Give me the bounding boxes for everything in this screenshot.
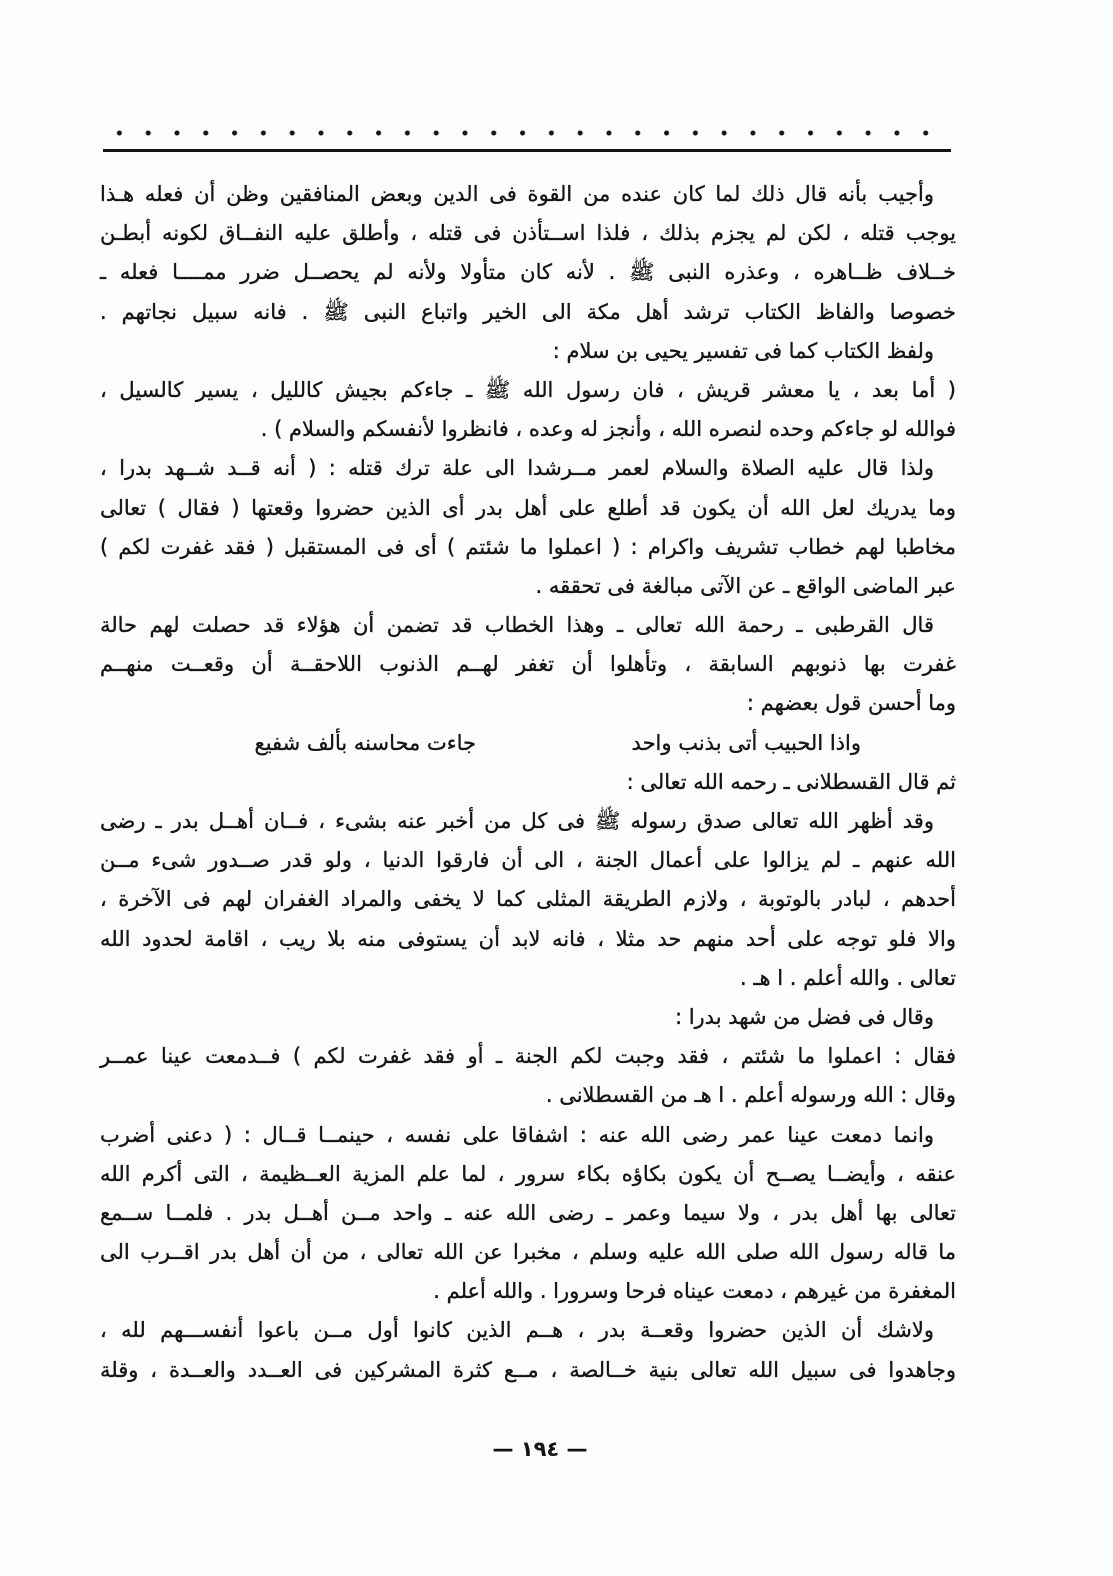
text-line: يوجب قتله ، لكن لم يجزم بذلك ، فلذا اســتأذن فى قتله ، وأطلق عليه النفــاق لكونه أبطـن bbox=[100, 221, 956, 246]
text-line: مخاطبا لهم خطاب تشريف واكرام : ( اعملوا ما شئتم ) أى فى المستقبل ( فقد غفرت لكم ) bbox=[100, 534, 956, 559]
text-line: عبر الماضى الواقع ـ عن الآتى مبالغة فى تحققه . bbox=[535, 573, 956, 598]
text-line: الله عنهم ـ لم يزالوا على أعمال الجنة ، الى أن فارقوا الدنيا ، ولو قدر صــدور شىء مــن bbox=[100, 848, 956, 873]
header-dots-ornament bbox=[105, 130, 950, 136]
header-rule bbox=[103, 149, 951, 152]
text-line: وقال فى فضل من شهد بدرا : bbox=[674, 1004, 934, 1029]
text-line: أحدهم ، لبادر بالوتوبة ، ولازم الطريقة المثلى كما لا يخفى والمراد الغفران لهم فى الآخرة ، bbox=[100, 887, 956, 912]
text-line: وقال : الله ورسوله أعلم . ا هـ من القسطلانى . bbox=[545, 1083, 956, 1108]
text-line: ثم قال القسطلانى ـ رحمه الله تعالى : bbox=[626, 769, 956, 794]
text-line: تعالى . والله أعلم . ا هـ . bbox=[740, 965, 956, 990]
text-line: عنقه ، وأيضــا يصــح أن يكون بكاؤه بكاء سرور ، لما علم المزية العــظيمة ، التى أكرم الله bbox=[100, 1161, 956, 1186]
text-line: خــلاف ظــاهره ، وعذره النبى ﷺ . لأنه كان متأولا ولأنه لم يحصــل ضرر ممــــا فعله ـ bbox=[100, 260, 956, 285]
page-number: — ١٩٤ — bbox=[492, 1437, 588, 1461]
text-line: وانما دمعت عينا عمر رضى الله عنه : اشفاقا على نفسه ، حينمــا قــال : ( دعنى أضرب bbox=[100, 1122, 934, 1147]
text-line: فوالله لو جاءكم وحده لنصره الله ، وأنجز له وعده ، فانظروا لأنفسكم والسلام ) . bbox=[260, 417, 956, 442]
text-line: ولفظ الكتاب كما فى تفسير يحيى بن سلام : bbox=[552, 338, 934, 363]
text-line: قال القرطبى ـ رحمة الله تعالى ـ وهذا الخطاب قد تضمن أن هؤلاء قد حصلت لهم حالة bbox=[100, 613, 934, 638]
text-line: ولاشك أن الذين حضروا وقعــة بدر ، هــم الذين كانوا أول مــن باعوا أنفســـهم لله ، bbox=[100, 1318, 934, 1343]
text-line: غفرت بها ذنوبهم السابقة ، وتأهلوا أن تغفر لهــم الذنوب اللاحقــة أن وقعــت منهــم bbox=[100, 652, 956, 677]
text-line: وما أحسن قول بعضهم : bbox=[746, 691, 956, 716]
page-body-text bbox=[100, 175, 956, 1390]
poem-first-hemistich: واذا الحبيب أتى بذنب واحد bbox=[631, 730, 861, 755]
text-line: ( أما بعد ، يا معشر قريش ، فان رسول الله ﷺ ـ جاءكم بجيش كالليل ، يسير كالسيل ، bbox=[100, 377, 956, 402]
text-line: والا فلو توجه على أحد منهم حد مثلا ، فانه لابد أن يستوفى منه بلا ريب ، اقامة لحدود الله bbox=[100, 926, 956, 951]
text-line: وما يدريك لعل الله أن يكون قد أطلع على أهل بدر أى الذين حضروا وقعتها ( فقال ) تعالى bbox=[100, 495, 956, 520]
text-line: وجاهدوا فى سبيل الله تعالى بنية خــالصة ، مــع كثرة المشركين فى العــدد والعــدة ، وقلة bbox=[100, 1357, 956, 1382]
text-line: خصوصا والفاظ الكتاب ترشد أهل مكة الى الخير واتباع النبى ﷺ . فانه سبيل نجاتهم . bbox=[100, 299, 956, 324]
poem-verse bbox=[100, 724, 956, 763]
text-line: فقال : اعملوا ما شئتم ، فقد وجبت لكم الجنة ـ أو فقد غفرت لكم ) فــدمعت عينا عمــر bbox=[100, 1044, 956, 1069]
poem-second-hemistich: جاءت محاسنه بألف شفيع bbox=[254, 730, 476, 755]
text-line: وأجيب بأنه قال ذلك لما كان عنده من القوة فى الدين وبعض المنافقين وظن أن فعله هـذا bbox=[100, 182, 934, 206]
text-line: المغفرة من غيرهم ، دمعت عيناه فرحا وسرورا . والله أعلم . bbox=[433, 1279, 956, 1304]
text-line: وقد أظهر الله تعالى صدق رسوله ﷺ فى كل من أخبر عنه بشىء ، فــان أهــل بدر ـ رضى bbox=[100, 809, 934, 833]
text-line: ولذا قال عليه الصلاة والسلام لعمر مــرشدا الى علة ترك قتله : ( أنه قــد شــهد بدرا ، bbox=[100, 456, 934, 481]
text-line: تعالى بها أهل بدر ، ولا سيما وعمر ـ رضى الله عنه ـ واحد مــن أهــل بدر . فلمــا ســمع bbox=[100, 1200, 956, 1225]
text-line: ما قاله رسول الله صلى الله عليه وسلم ، مخبرا عن الله تعالى ، من أن أهل بدر اقــرب الى bbox=[100, 1240, 956, 1265]
